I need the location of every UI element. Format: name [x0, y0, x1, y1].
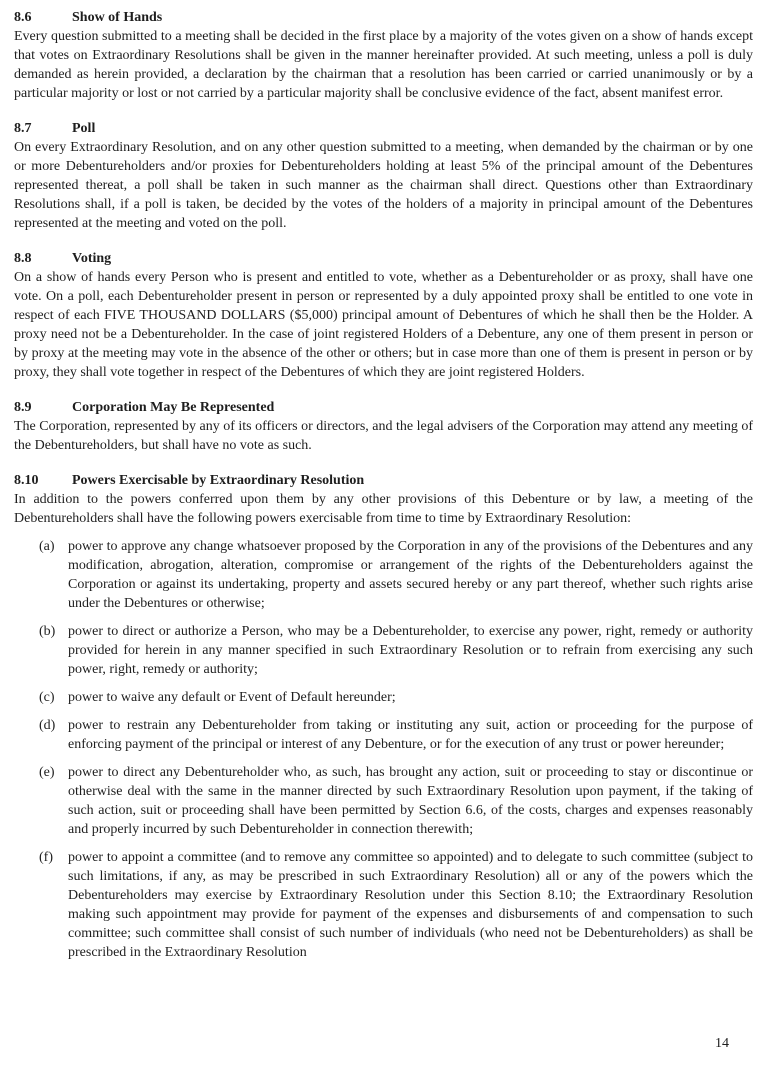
section-8-8: [14, 249, 753, 382]
section-number: 8.9: [14, 400, 32, 415]
section-8-6: [14, 8, 753, 103]
list-item-text: power to direct any Debentureholder who, as such, has brought any action, suit or proceeding to stay or discontinue or otherwise deal with the same in the manner directed by such Extraordinary Resolution upon payment, if the taking of such action, suit or proceeding shall have been permitted by Section 6.6, of the costs, charges and expenses reasonably and properly incurred by such Debentureholder in connection therewith;: [68, 765, 753, 837]
list-item-label: (e): [39, 765, 55, 780]
section-title: Corporation May Be Represented: [72, 400, 275, 415]
list-item-a: [14, 537, 753, 613]
section-heading: [14, 249, 753, 268]
list-item-text: power to restrain any Debentureholder from taking or instituting any suit, action or proceeding for the purpose of enforcing payment of the principal or interest of any Debenture, or for the execution of any trust or power hereunder;: [68, 718, 753, 752]
list-item-text: power to waive any default or Event of Default hereunder;: [68, 690, 396, 705]
section-heading: [14, 398, 753, 417]
section-body: The Corporation, represented by any of its officers or directors, and the legal advisers of the Corporation may attend any meeting of the Debentureholders, but shall have no vote as such.: [14, 419, 753, 453]
list-item-text: power to direct or authorize a Person, who may be a Debentureholder, to exercise any power, right, remedy or authority provided for herein in any manner specified in such Extraordinary Resolution or to refrain from exercising any such power, right, remedy or authority;: [68, 624, 753, 677]
section-title: Voting: [72, 251, 112, 266]
list-item-label: (d): [39, 718, 56, 733]
list-item-text: power to approve any change whatsoever proposed by the Corporation in any of the provisions of the Debentures and any modification, abrogation, alteration, compromise or arrangement of the rights of the Debentureholders against the Corporation or against its undertaking, property and assets secured hereby or any part thereof, whether such rights arise under the Debentures or otherwise;: [68, 539, 753, 611]
section-number: 8.10: [14, 473, 39, 488]
list-item-text: power to appoint a committee (and to remove any committee so appointed) and to delegate to such committee (subject to such limitations, if any, as may be prescribed in such Extraordinary Resolution) all or any of the powers which the Debentureholders may exercise by Extraordinary Resolution under this Section 8.10; the Extraordinary Resolution making such appointment may provide for payment of the expenses and disbursements of and compensation to such committee; such committee shall consist of such number of individuals (who need not be Debentureholders) as shall be prescribed in the Extraordinary Resolution: [68, 850, 753, 960]
section-heading: [14, 471, 753, 490]
section-8-9: [14, 398, 753, 455]
list-item-d: [14, 716, 753, 754]
section-8-7: [14, 119, 753, 233]
section-heading: [14, 8, 753, 27]
list-item-c: [14, 688, 753, 707]
section-body: Every question submitted to a meeting shall be decided in the first place by a majority of the votes given on a show of hands except that votes on Extraordinary Resolutions shall be given in the manner hereinafter provided. At such meeting, unless a poll is duly demanded as herein provided, a declaration by the chairman that a resolution has been carried or carried unanimously or by a particular majority or lost or not carried by a particular majority shall be conclusive evidence of the fact, absent manifest error.: [14, 29, 753, 101]
section-title: Powers Exercisable by Extraordinary Resolution: [72, 473, 365, 488]
section-title: Show of Hands: [72, 10, 163, 25]
section-title: Poll: [72, 121, 96, 136]
list-item-label: (f): [39, 850, 53, 865]
section-number: 8.6: [14, 10, 32, 25]
list-item-label: (a): [39, 539, 55, 554]
section-body: On a show of hands every Person who is present and entitled to vote, whether as a Debentureholder or as proxy, shall have one vote. On a poll, each Debentureholder present in person or represented by a duly appointed proxy shall be entitled to one vote in respect of each FIVE THOUSAND DOLLARS ($5,000) principal amount of Debentures of which he shall then be the Holder. A proxy need not be a Debentureholder. In the case of joint registered Holders of a Debenture, any one of them present in person or by proxy at the meeting may vote in the absence of the other or others; but in case more than one of them is present in person or by proxy, they shall vote together in respect of the Debentures of which they are joint registered Holders.: [14, 270, 753, 380]
page-number: 14: [715, 1036, 729, 1051]
list-item-label: (c): [39, 690, 55, 705]
section-heading: [14, 119, 753, 138]
section-8-10: [14, 471, 753, 962]
section-body: In addition to the powers conferred upon them by any other provisions of this Debenture or by law, a meeting of the Debentureholders shall have the following powers exercisable from time to time by Extraordinary Resolution:: [14, 492, 753, 526]
section-body: On every Extraordinary Resolution, and on any other question submitted to a meeting, when demanded by the chairman or by one or more Debentureholders and/or proxies for Debentureholders holding at least 5% of the principal amount of the Debentures represented thereat, a poll shall be taken in such manner as the chairman shall direct. Questions other than Extraordinary Resolutions shall, if a poll is taken, be decided by the votes of the holders of a majority in principal amount of the Debentures represented at the meeting and voted on the poll.: [14, 140, 753, 231]
list-item-b: [14, 622, 753, 679]
list-item-e: [14, 763, 753, 839]
list-item-label: (b): [39, 624, 56, 639]
section-number: 8.8: [14, 251, 32, 266]
powers-list: [14, 537, 753, 962]
section-number: 8.7: [14, 121, 32, 136]
list-item-f: [14, 848, 753, 962]
